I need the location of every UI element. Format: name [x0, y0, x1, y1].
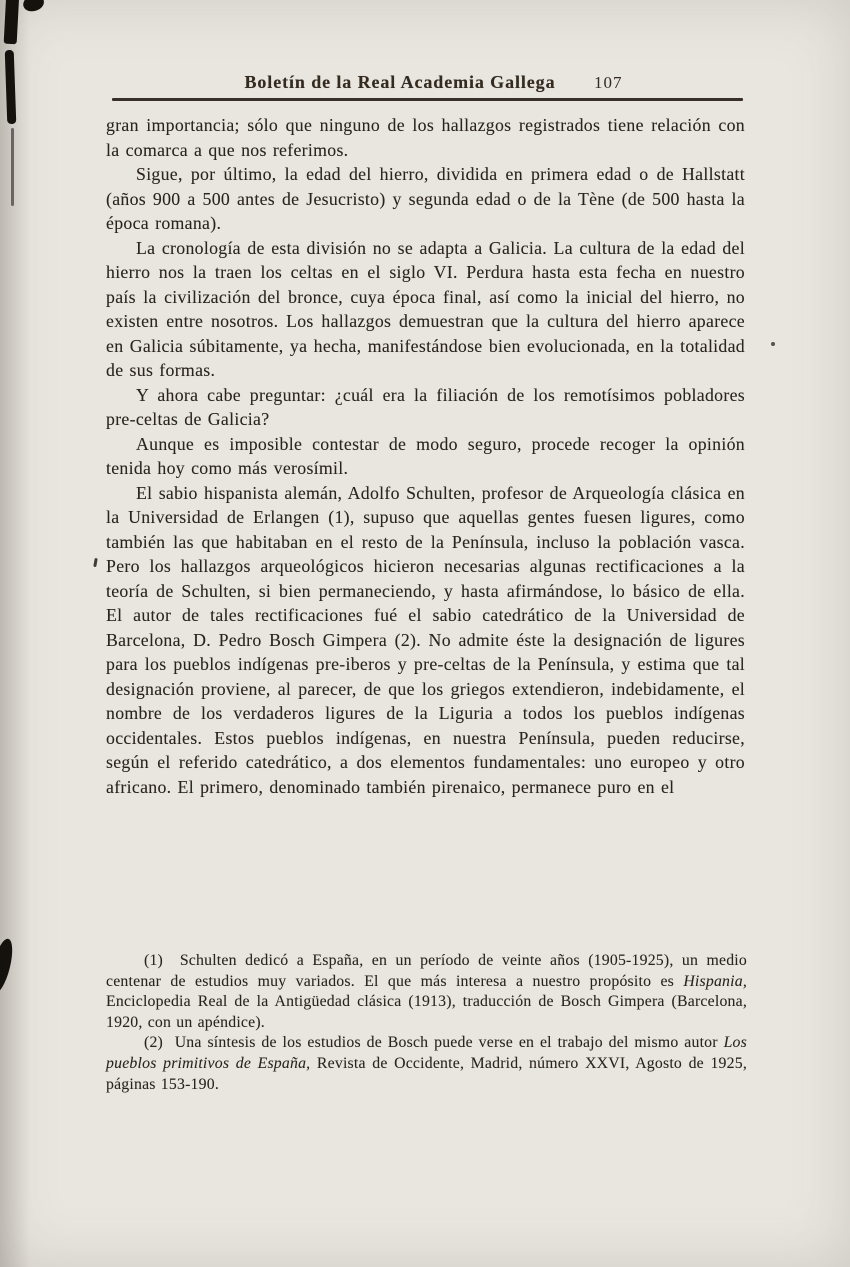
paragraph: El sabio hispanista alemán, Adolfo Schulten, profesor de Arqueología clásica en la Universidad de Erlangen (1), supuso que aquellas gentes fuesen ligures, como también las que habitaban en el resto de la Península, incluso la población vasca. Pero los hallazgos arqueológicos hicieron necesarias algunas rectificaciones a la teoría de Schulten, si bien permaneciendo, y hasta afirmándose, lo básico de ella. El autor de tales rectificaciones fué el sabio catedrático de la Universidad de Barcelona, D. Pedro Bosch Gimpera (2). No admite éste la designación de ligures para los pueblos indígenas pre-iberos y pre-celtas de la Península, y estima que tal designación proviene, al parecer, de que los griegos extendieron, indebidamente, el nombre de los verdaderos ligures de la Liguria a todos los pueblos indígenas occidentales. Estos pueblos indígenas, en nuestra Península, pueden reducirse, según el referido catedrático, a dos elementos fundamentales: uno europeo y otro africano. El primero, denominado también pirenaico, permanece puro en el [106, 482, 745, 797]
paragraph: Sigue, por último, la edad del hierro, dividida en primera edad o de Hallstatt (años 900 a 500 antes de Jesucristo) y segunda edad o de la Tène (de 500 hasta la época romana). [106, 164, 745, 233]
scan-artifact [11, 128, 14, 206]
footnote-text: (2) Una síntesis de los estudios de Bosch puede verse en el trabajo del mismo autor [144, 1034, 724, 1052]
body-text [106, 113, 745, 799]
running-header-title: Boletín de la Real Academia Gallega [244, 72, 556, 92]
footnote [106, 951, 747, 1033]
scan-artifact [4, 0, 20, 44]
footnote-italic-title: Hispania, [683, 972, 747, 990]
footnote-italic-title: Los pueblos primitivos de España, [106, 1034, 747, 1072]
footnotes [106, 951, 747, 1095]
footnote-text: (1) Schulten dedicó a España, en un período de veinte años (1905-1925), un medio centenar de estudios muy variados. El que más interesa a nuestro propósito es [106, 952, 747, 990]
scan-artifact [22, 0, 46, 13]
scan-speck [93, 558, 98, 567]
footnote-text: Revista de Occidente, Madrid, número XXVI, Agosto de 1925, páginas 153-190. [106, 1054, 747, 1093]
scan-speck [771, 342, 775, 346]
footnote [106, 1033, 747, 1095]
paragraph: Aunque es imposible contestar de modo seguro, procede recoger la opinión tenida hoy como más verosímil. [106, 433, 745, 478]
paragraph: La cronología de esta división no se adapta a Galicia. La cultura de la edad del hierro nos la traen los celtas en el siglo VI. Perdura hasta esta fecha en nuestro país la civilización del bronce, cuya época final, así como la inicial del hierro, no existen entre nosotros. Los hallazgos demuestran que la cultura del hierro aparece en Galicia súbitamente, ya hecha, manifestándose bien evolucionada, en la totalidad de sus formas. [106, 237, 745, 380]
footnote-text: Enciclopedia Real de la Antigüedad clásica (1913), traducción de Bosch Gimpera (Barcelona, 1920, con un apéndice). [106, 993, 747, 1031]
paragraph: Y ahora cabe preguntar: ¿cuál era la filiación de los remotísimos pobladores pre-celtas de Galicia? [106, 384, 745, 429]
page-edge-shadow [0, 0, 30, 1267]
scan-artifact [5, 50, 17, 124]
paragraph: gran importancia; sólo que ninguno de los hallazgos registrados tiene relación con la comarca a que nos referimos. [106, 115, 745, 160]
scan-artifact [0, 937, 17, 995]
header-rule [112, 98, 743, 101]
page-number: 107 [594, 73, 623, 92]
